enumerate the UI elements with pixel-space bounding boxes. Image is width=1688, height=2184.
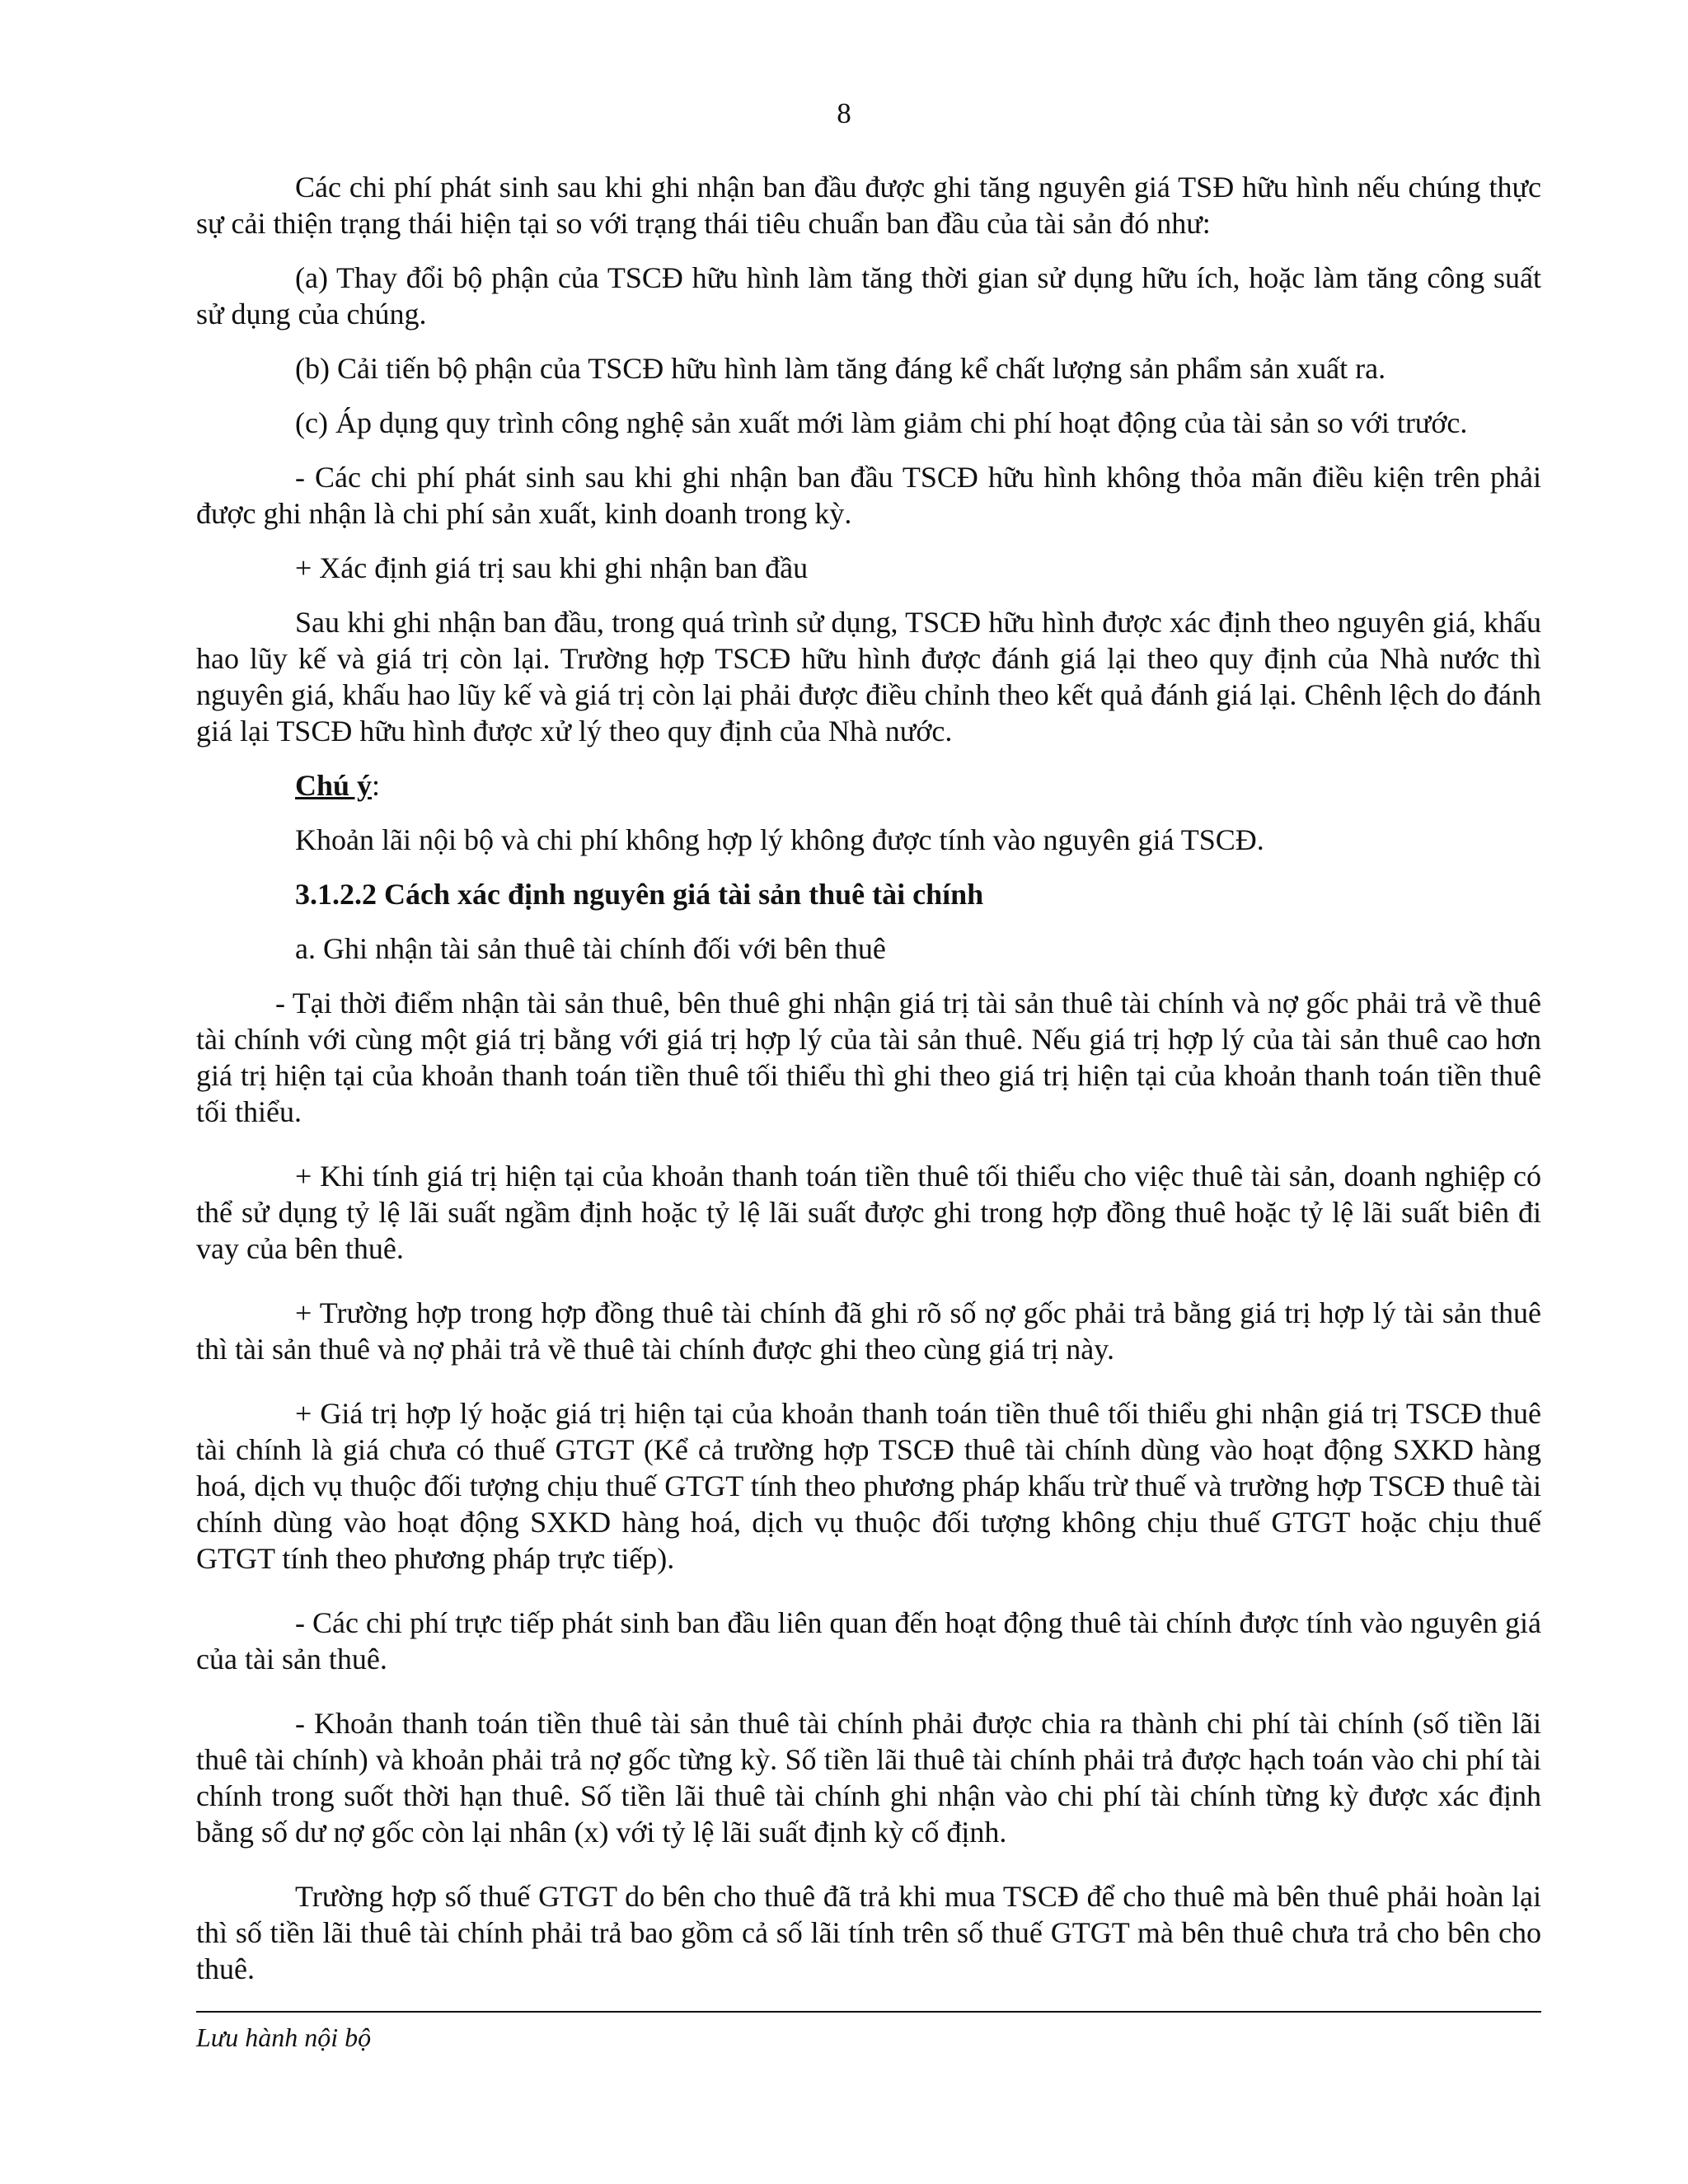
page-body bbox=[196, 169, 1541, 2005]
subheading-lease-a bbox=[196, 930, 1541, 967]
paragraph-item-c: (c) Áp dụng quy trình công nghệ sản xuất mới làm giảm chi phí hoạt động của tài sản so với trước. bbox=[295, 406, 1468, 439]
paragraph-lease-recognition: - Tại thời điểm nhận tài sản thuê, bên thuê ghi nhận giá trị tài sản thuê tài chính và nợ gốc phải trả về thuê tài chính với cùng một giá trị bằng với giá trị hợp lý của tài sản thuê. Nếu giá trị hợp lý của tài sản thuê cao hơn giá trị hiện tại của khoản thanh toán tiền thuê tối thiểu thì ghi theo giá trị hiện tại của khoản thanh toán tiền thuê tối thiểu. bbox=[196, 987, 1541, 1128]
paragraph-item-b: (b) Cải tiến bộ phận của TSCĐ hữu hình làm tăng đáng kể chất lượng sản phẩm sản xuất ra. bbox=[295, 352, 1386, 385]
paragraph-subsequent-costs: Các chi phí phát sinh sau khi ghi nhận ban đầu được ghi tăng nguyên giá TSĐ hữu hình nếu chúng thực sự cải thiện trạng thái hiện tại so với trạng thái tiêu chuẩn ban đầu của tài sản đó như: bbox=[196, 171, 1541, 240]
footer-text: Lưu hành nội bộ bbox=[196, 2022, 372, 2052]
paragraph-contract-principal: + Trường hợp trong hợp đồng thuê tài chính đã ghi rõ số nợ gốc phải trả bằng giá trị hợp lý tài sản thuê thì tài sản thuê và nợ phải trả về thuê tài chính được ghi theo cùng giá trị này. bbox=[196, 1296, 1541, 1366]
page-number: 8 bbox=[837, 97, 851, 129]
paragraph-lease-payments: - Khoản thanh toán tiền thuê tài sản thuê tài chính phải được chia ra thành chi phí tài chính (số tiền lãi thuê tài chính) và khoản phải trả nợ gốc từng kỳ. Số tiền lãi thuê tài chính phải trả được hạch toán vào chi phí tài chính trong suốt thời hạn thuê. Số tiền lãi thuê tài chính ghi nhận vào chi phí tài chính từng kỳ được xác định bằng số dư nợ gốc còn lại nhân (x) với tỷ lệ lãi suất định kỳ cố định. bbox=[196, 1707, 1541, 1849]
paragraph-vat-refund: Trường hợp số thuế GTGT do bên cho thuê đã trả khi mua TSCĐ để cho thuê mà bên thuê phải hoàn lại thì số tiền lãi thuê tài chính phải trả bao gồm cả số lãi tính trên số thuế GTGT mà bên thuê chưa trả cho bên cho thuê. bbox=[196, 1880, 1541, 1985]
note-label: Chú ý bbox=[295, 769, 373, 802]
footer-divider bbox=[196, 2011, 1541, 2013]
paragraph-value-after-recognition: Sau khi ghi nhận ban đầu, trong quá trình sử dụng, TSCĐ hữu hình được xác định theo nguyên giá, khấu hao lũy kế và giá trị còn lại. Trường hợp TSCĐ hữu hình được đánh giá lại theo quy định của Nhà nước thì nguyên giá, khấu hao lũy kế và giá trị còn lại phải được điều chỉnh theo kết quả đánh giá lại. Chênh lệch do đánh giá lại TSCĐ hữu hình được xử lý theo quy định của Nhà nước. bbox=[196, 606, 1541, 748]
subheading-letter: a. bbox=[295, 932, 316, 965]
subheading-text: Ghi nhận tài sản thuê tài chính đối với bên thuê bbox=[315, 932, 886, 965]
paragraph-vat-exclusion: + Giá trị hợp lý hoặc giá trị hiện tại của khoản thanh toán tiền thuê tối thiểu ghi nhận giá trị TSCĐ thuê tài chính là giá chưa có thuế GTGT (Kể cả trường hợp TSCĐ thuê tài chính dùng vào hoạt động SXKD hàng hoá, dịch vụ thuộc đối tượng chịu thuế GTGT tính theo phương pháp khấu trừ thuế và trường hợp TSCĐ thuê tài chính dùng vào hoạt động SXKD hàng hoá, dịch vụ thuộc đối tượng không chịu thuế GTGT hoặc chịu thuế GTGT tính theo phương pháp trực tiếp). bbox=[196, 1397, 1541, 1575]
paragraph-non-qualifying-costs: - Các chi phí phát sinh sau khi ghi nhận ban đầu TSCĐ hữu hình không thỏa mãn điều kiện trên phải được ghi nhận là chi phí sản xuất, kinh doanh trong kỳ. bbox=[196, 461, 1541, 530]
paragraph-present-value: + Khi tính giá trị hiện tại của khoản thanh toán tiền thuê tối thiểu cho việc thuê tài sản, doanh nghiệp có thể sử dụng tỷ lệ lãi suất ngầm định hoặc tỷ lệ lãi suất được ghi trong hợp đồng thuê hoặc tỷ lệ lãi suất biên đi vay của bên thuê. bbox=[196, 1160, 1541, 1265]
note-title bbox=[196, 767, 1541, 804]
note-colon: : bbox=[372, 769, 381, 802]
paragraph-note: Khoản lãi nội bộ và chi phí không hợp lý không được tính vào nguyên giá TSCĐ. bbox=[295, 823, 1264, 856]
paragraph-direct-costs: - Các chi phí trực tiếp phát sinh ban đầu liên quan đến hoạt động thuê tài chính được tính vào nguyên giá của tài sản thuê. bbox=[196, 1606, 1541, 1675]
paragraph-value-after-recognition-title: + Xác định giá trị sau khi ghi nhận ban đầu bbox=[295, 551, 809, 584]
paragraph-item-a: (a) Thay đổi bộ phận của TSCĐ hữu hình làm tăng thời gian sử dụng hữu ích, hoặc làm tăng công suất sử dụng của chúng. bbox=[196, 261, 1541, 330]
section-heading: 3.1.2.2 Cách xác định nguyên giá tài sản thuê tài chính bbox=[295, 878, 984, 911]
